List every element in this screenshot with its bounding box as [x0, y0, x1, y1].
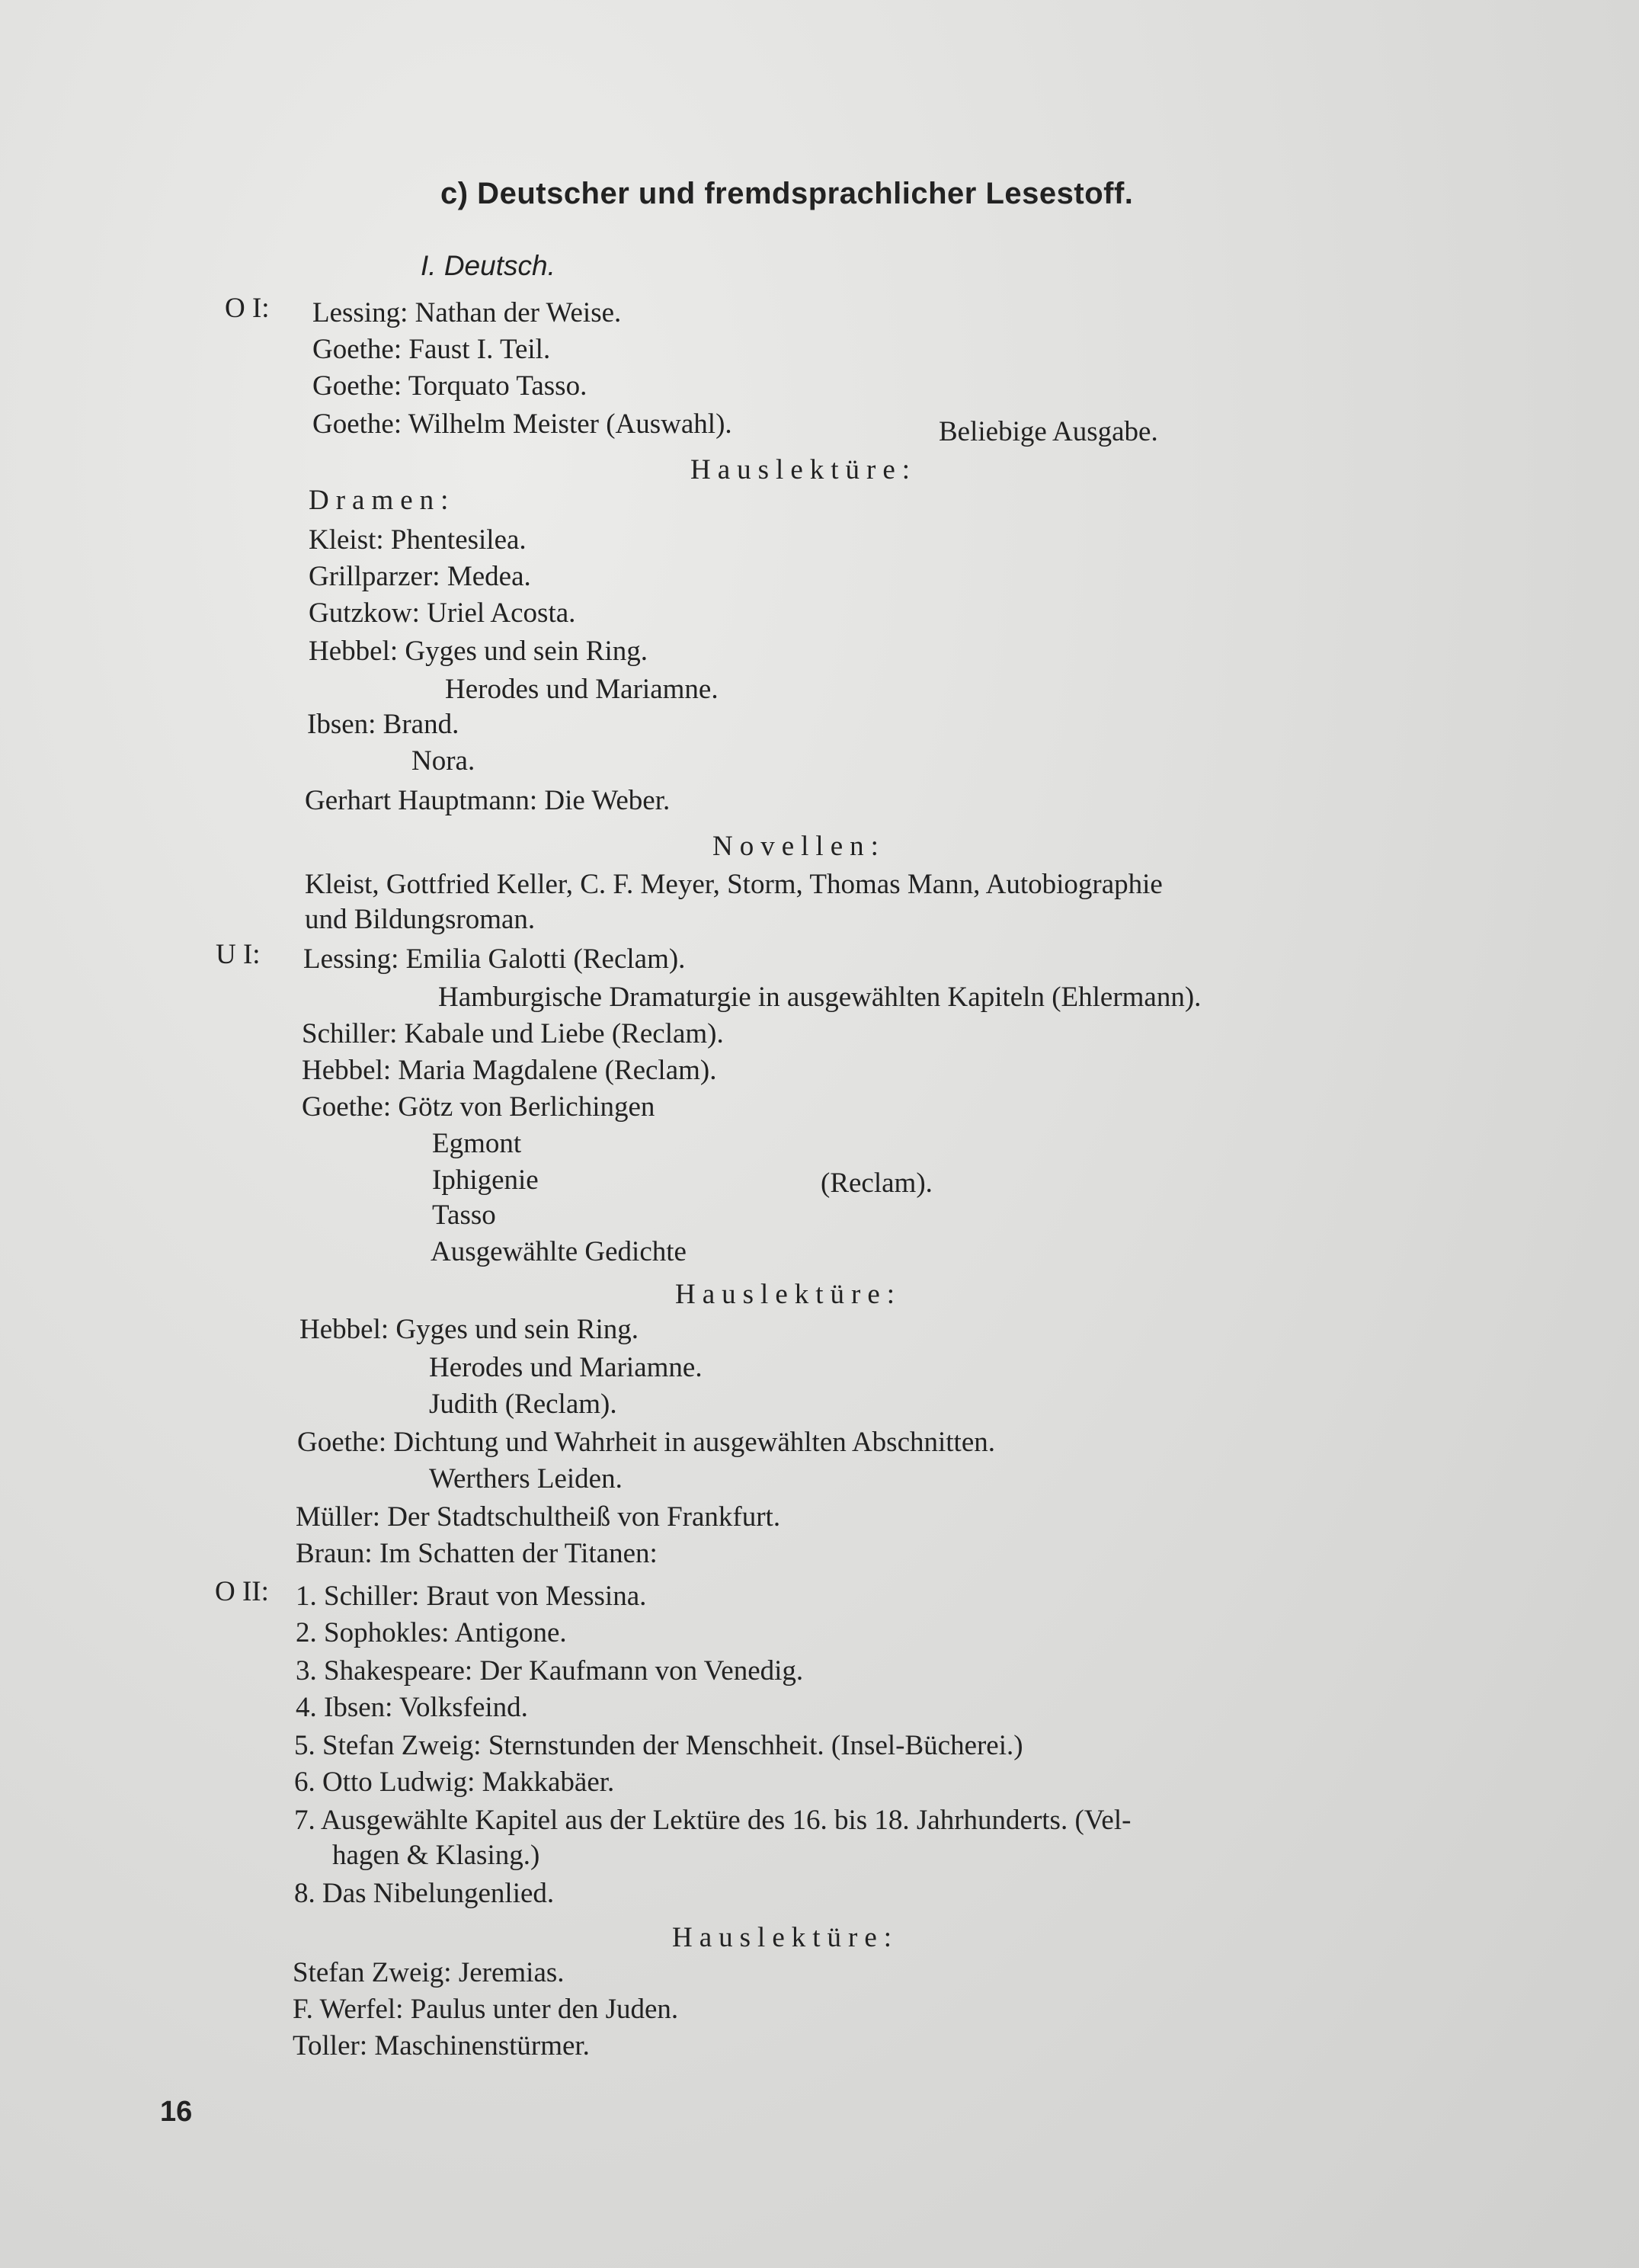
oi-drama-1: Kleist: Phentesilea. — [309, 524, 527, 556]
oi-line-4: Goethe: Wilhelm Meister (Auswahl). — [312, 408, 732, 440]
oi-line-3: Goethe: Torquato Tasso. — [312, 370, 587, 402]
ui-line-6: Egmont — [432, 1128, 522, 1159]
oii-item-6: 6. Otto Ludwig: Makkabäer. — [294, 1767, 615, 1798]
oi-drama-4: Hebbel: Gyges und sein Ring. — [309, 636, 648, 667]
oi-drama-2: Grillparzer: Medea. — [309, 561, 531, 592]
section-heading: c) Deutscher und fremdsprachlicher Lesestoff. — [440, 177, 1134, 210]
oii-hauslekture-heading: Hauslektüre: — [672, 1922, 899, 1953]
oii-item-3: 3. Shakespeare: Der Kaufmann von Venedig. — [296, 1655, 804, 1687]
ui-haus-7: Braun: Im Schatten der Titanen: — [296, 1538, 658, 1569]
class-label-ui: U I: — [216, 939, 261, 970]
page-number: 16 — [160, 2096, 193, 2128]
oi-novellen-line-2: und Bildungsroman. — [305, 904, 536, 935]
ui-haus-6: Müller: Der Stadtschultheiß von Frankfurt. — [296, 1501, 781, 1533]
ui-haus-1: Hebbel: Gyges und sein Ring. — [299, 1314, 639, 1345]
ui-line-7-note: (Reclam). — [821, 1168, 933, 1199]
oii-item-8: 8. Das Nibelungenlied. — [294, 1878, 555, 1909]
oi-drama-8: Gerhart Hauptmann: Die Weber. — [305, 785, 671, 816]
ui-hauslekture-heading: Hauslektüre: — [675, 1279, 902, 1310]
ui-haus-5: Werthers Leiden. — [429, 1463, 623, 1494]
oi-novellen-line-1: Kleist, Gottfried Keller, C. F. Meyer, Storm, Thomas Mann, Autobiographie — [305, 869, 1163, 900]
ui-line-8: Tasso — [432, 1200, 496, 1231]
oii-item-5: 5. Stefan Zweig: Sternstunden der Menschheit. (Insel-Bücherei.) — [294, 1730, 1023, 1761]
oi-novellen-heading: Novellen: — [712, 831, 885, 862]
ui-line-9: Ausgewählte Gedichte — [431, 1236, 687, 1267]
class-label-oii: O II: — [215, 1576, 269, 1607]
subsection-heading: I. Deutsch. — [421, 250, 555, 281]
oii-haus-1: Stefan Zweig: Jeremias. — [293, 1957, 565, 1988]
oi-hauslekture-heading: Hauslektüre: — [690, 454, 917, 485]
ui-line-7: Iphigenie — [432, 1164, 539, 1196]
ui-line-3: Schiller: Kabale und Liebe (Reclam). — [302, 1018, 724, 1049]
oi-line-1: Lessing: Nathan der Weise. — [312, 297, 622, 328]
oi-drama-5: Herodes und Mariamne. — [445, 674, 719, 705]
ui-line-2: Hamburgische Dramaturgie in ausgewählten Kapiteln (Ehlermann). — [438, 982, 1202, 1013]
oi-drama-7: Nora. — [411, 745, 475, 777]
oi-drama-3: Gutzkow: Uriel Acosta. — [309, 597, 576, 629]
ui-line-4: Hebbel: Maria Magdalene (Reclam). — [302, 1055, 717, 1086]
oi-dramen-heading: Dramen: — [309, 485, 456, 516]
ui-haus-4: Goethe: Dichtung und Wahrheit in ausgewählten Abschnitten. — [297, 1427, 996, 1458]
ui-line-5: Goethe: Götz von Berlichingen — [302, 1091, 655, 1123]
oii-item-1: 1. Schiller: Braut von Messina. — [296, 1581, 647, 1612]
ui-haus-3: Judith (Reclam). — [429, 1389, 617, 1420]
ui-haus-2: Herodes und Mariamne. — [429, 1352, 703, 1383]
oi-drama-6: Ibsen: Brand. — [307, 709, 459, 740]
oii-item-2: 2. Sophokles: Antigone. — [296, 1617, 567, 1648]
oii-item-7a: 7. Ausgewählte Kapitel aus der Lektüre des 16. bis 18. Jahrhunderts. (Vel- — [294, 1805, 1132, 1836]
oii-haus-2: F. Werfel: Paulus unter den Juden. — [293, 1994, 679, 2025]
class-label-oi: O I: — [225, 293, 270, 324]
oii-haus-3: Toller: Maschinenstürmer. — [293, 2030, 590, 2061]
ui-line-1: Lessing: Emilia Galotti (Reclam). — [303, 943, 686, 975]
oi-line-4-note: Beliebige Ausgabe. — [939, 416, 1158, 447]
oii-item-7b: hagen & Klasing.) — [332, 1840, 540, 1871]
oii-item-4: 4. Ibsen: Volksfeind. — [296, 1692, 528, 1723]
oi-line-2: Goethe: Faust I. Teil. — [312, 334, 551, 365]
